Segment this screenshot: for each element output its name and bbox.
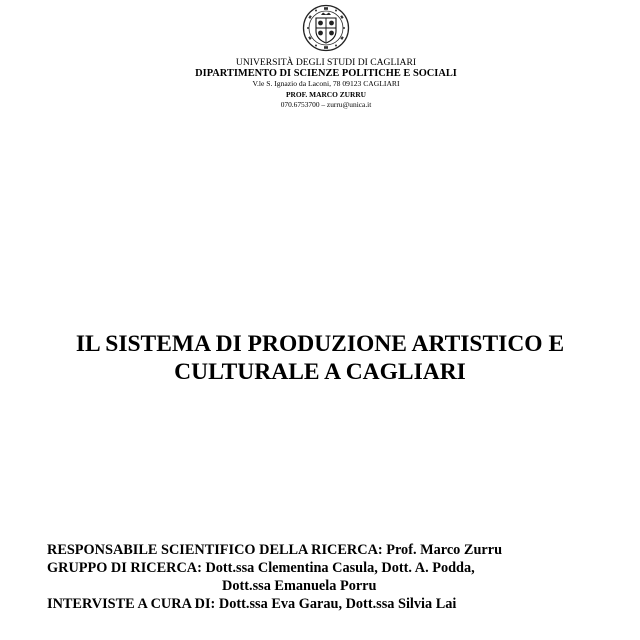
interviews-line: INTERVISTE A CURA DI: Dott.ssa Eva Garau, Dott.ssa Silvia Lai [47, 596, 457, 612]
letterhead [130, 57, 522, 110]
contact-line: 070.6753700 – zurru@unica.it [280, 100, 372, 109]
credits-block [47, 541, 502, 613]
university-name: UNIVERSITÀ DEGLI STUDI DI CAGLIARI [235, 57, 417, 68]
document-title [20, 330, 620, 386]
research-group-continuation: Dott.ssa Emanuela Porru [222, 578, 377, 594]
title-line-2: CULTURALE A CAGLIARI [174, 359, 466, 385]
research-group-line: GRUPPO DI RICERCA: Dott.ssa Clementina Casula, Dott. A. Podda, [47, 560, 475, 576]
department-name: DIPARTIMENTO DI SCIENZE POLITICHE E SOCIALI [195, 68, 457, 79]
title-line-1: IL SISTEMA DI PRODUZIONE ARTISTICO E [75, 331, 565, 357]
responsible-line: RESPONSABILE SCIENTIFICO DELLA RICERCA: Prof. Marco Zurru [47, 542, 503, 558]
address-line: V.le S. Ignazio da Laconi, 78 09123 CAGLIARI [252, 79, 400, 88]
university-seal-icon [302, 4, 350, 52]
professor-name: PROF. MARCO ZURRU [286, 90, 366, 99]
